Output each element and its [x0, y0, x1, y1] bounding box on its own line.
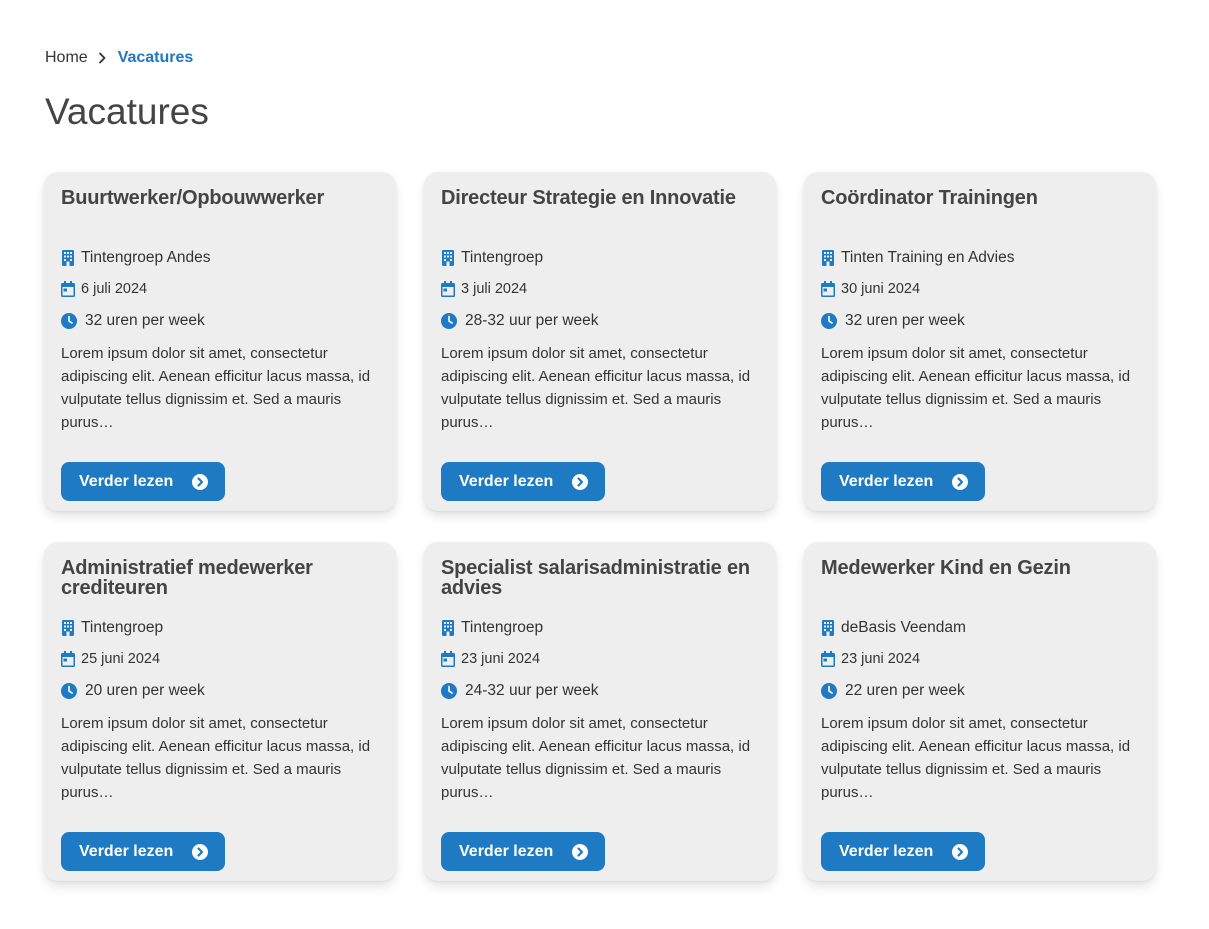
read-more-button[interactable]: [61, 832, 225, 871]
read-more-label: Verder lezen: [459, 472, 554, 490]
organization-name: deBasis Veendam: [841, 619, 966, 636]
chevron-circle-right-icon: [571, 843, 589, 861]
vacancy-grid: [44, 172, 1156, 881]
vacancy-date: [441, 279, 759, 299]
working-hours: 28-32 uur per week: [465, 312, 599, 329]
vacancy-organization: [61, 248, 379, 268]
organization-name: Tinten Training en Advies: [841, 249, 1015, 266]
working-hours: 22 uren per week: [845, 682, 965, 699]
vacancy-date: [441, 649, 759, 669]
vacancy-title: Specialist salarisadministratie en advies: [441, 557, 750, 599]
read-more-button[interactable]: [441, 462, 605, 501]
calendar-icon: [441, 651, 455, 667]
chevron-circle-right-icon: [191, 473, 209, 491]
vacancy-card: [804, 542, 1156, 881]
read-more-label: Verder lezen: [79, 472, 174, 490]
vacancy-hours: [61, 681, 379, 701]
clock-icon: [61, 313, 77, 329]
clock-icon: [821, 683, 837, 699]
vacancy-card: [424, 172, 776, 511]
organization-name: Tintengroep: [461, 619, 544, 636]
vacancy-date: [821, 649, 1139, 669]
working-hours: 24-32 uur per week: [465, 682, 599, 699]
posting-date: 30 juni 2024: [841, 281, 921, 297]
read-more-label: Verder lezen: [459, 842, 554, 860]
vacancy-description: Lorem ipsum dolor sit amet, consectetur adipiscing elit. Aenean efficitur lacus massa, id vulputate tellus dignissim et. Sed a mauris purus…: [441, 715, 751, 801]
clock-icon: [441, 683, 457, 699]
vacancy-title: Medewerker Kind en Gezin: [821, 557, 1071, 579]
vacancy-hours: [821, 311, 1139, 331]
vacancy-hours: [821, 681, 1139, 701]
chevron-circle-right-icon: [571, 473, 589, 491]
organization-name: Tintengroep Andes: [81, 249, 211, 266]
vacancy-description: Lorem ipsum dolor sit amet, consectetur adipiscing elit. Aenean efficitur lacus massa, id vulputate tellus dignissim et. Sed a mauris purus…: [61, 345, 371, 431]
breadcrumb-home-link[interactable]: Home: [45, 49, 88, 66]
vacancy-card: [44, 172, 396, 511]
working-hours: 32 uren per week: [845, 312, 965, 329]
vacancy-title: Buurtwerker/Opbouwwerker: [61, 187, 325, 209]
vacancy-organization: [61, 618, 379, 638]
vacancy-card: [44, 542, 396, 881]
vacancy-hours: [61, 311, 379, 331]
vacancy-organization: [441, 248, 759, 268]
clock-icon: [441, 313, 457, 329]
read-more-button[interactable]: [821, 462, 985, 501]
posting-date: 3 juli 2024: [461, 281, 528, 297]
vacancy-date: [61, 649, 379, 669]
building-icon: [821, 250, 835, 266]
vacancy-organization: [821, 248, 1139, 268]
organization-name: Tintengroep: [461, 249, 544, 266]
chevron-circle-right-icon: [191, 843, 209, 861]
chevron-circle-right-icon: [951, 473, 969, 491]
read-more-button[interactable]: [441, 832, 605, 871]
working-hours: 20 uren per week: [85, 682, 205, 699]
posting-date: 23 juni 2024: [841, 651, 921, 667]
organization-name: Tintengroep: [81, 619, 164, 636]
vacancy-description: Lorem ipsum dolor sit amet, consectetur adipiscing elit. Aenean efficitur lacus massa, id vulputate tellus dignissim et. Sed a mauris purus…: [441, 345, 751, 431]
calendar-icon: [441, 281, 455, 297]
page-title: Vacatures: [45, 91, 209, 132]
vacancy-description: Lorem ipsum dolor sit amet, consectetur adipiscing elit. Aenean efficitur lacus massa, id vulputate tellus dignissim et. Sed a mauris purus…: [821, 345, 1131, 431]
vacancy-description: Lorem ipsum dolor sit amet, consectetur adipiscing elit. Aenean efficitur lacus massa, id vulputate tellus dignissim et. Sed a mauris purus…: [821, 715, 1131, 801]
vacancy-date: [821, 279, 1139, 299]
clock-icon: [821, 313, 837, 329]
calendar-icon: [61, 281, 75, 297]
posting-date: 25 juni 2024: [81, 651, 161, 667]
building-icon: [61, 250, 75, 266]
vacancy-date: [61, 279, 379, 299]
clock-icon: [61, 683, 77, 699]
vacancy-title: Administratief medewerker crediteuren: [61, 557, 313, 599]
chevron-right-icon: [92, 48, 112, 68]
breadcrumb-current: Vacatures: [117, 49, 194, 66]
vacancy-organization: [441, 618, 759, 638]
vacancy-hours: [441, 311, 759, 331]
read-more-label: Verder lezen: [839, 472, 934, 490]
building-icon: [821, 620, 835, 636]
read-more-label: Verder lezen: [839, 842, 934, 860]
posting-date: 6 juli 2024: [81, 281, 148, 297]
read-more-button[interactable]: [821, 832, 985, 871]
posting-date: 23 juni 2024: [461, 651, 541, 667]
read-more-button[interactable]: [61, 462, 225, 501]
vacancy-title: Directeur Strategie en Innovatie: [441, 187, 736, 209]
vacancy-hours: [441, 681, 759, 701]
vacancy-description: Lorem ipsum dolor sit amet, consectetur adipiscing elit. Aenean efficitur lacus massa, id vulputate tellus dignissim et. Sed a mauris purus…: [61, 715, 371, 801]
building-icon: [441, 250, 455, 266]
calendar-icon: [61, 651, 75, 667]
vacancy-card: [424, 542, 776, 881]
breadcrumb: [45, 48, 1164, 68]
chevron-circle-right-icon: [951, 843, 969, 861]
read-more-label: Verder lezen: [79, 842, 174, 860]
building-icon: [441, 620, 455, 636]
calendar-icon: [821, 651, 835, 667]
vacancy-title: Coördinator Trainingen: [821, 187, 1038, 209]
calendar-icon: [821, 281, 835, 297]
working-hours: 32 uren per week: [85, 312, 205, 329]
vacancy-card: [804, 172, 1156, 511]
building-icon: [61, 620, 75, 636]
vacancy-organization: [821, 618, 1139, 638]
